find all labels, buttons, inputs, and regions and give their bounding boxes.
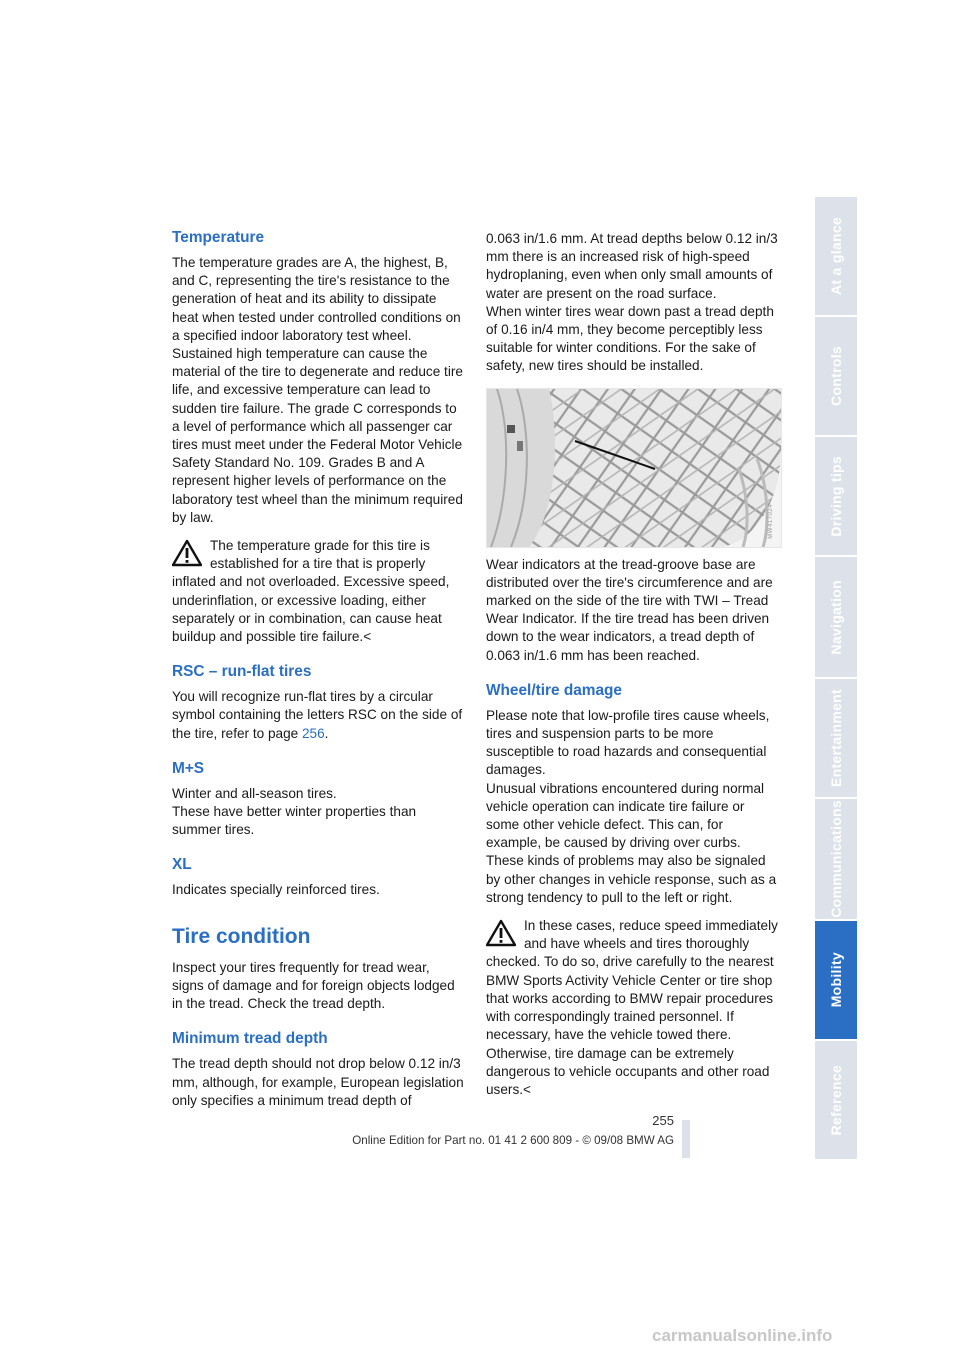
rsc-heading: RSC – run-flat tires — [172, 663, 312, 681]
wheel-damage-text-1: Please note that low-profile tires cause wheels, tires and suspension parts to be more susceptible to road hazards and consequential damages. — [486, 707, 770, 778]
tab-communications[interactable]: Communications — [815, 799, 857, 921]
tire-tread-image — [487, 389, 781, 547]
end-mark: < — [363, 629, 372, 645]
right-column — [486, 230, 778, 1099]
temperature-warning: The temperature grade for this tire is established for a tire that is properly inflated and not overloaded. Excessive speed, underinflation, or excessive loading, either separately or in combination, can cause heat buildup and possible tire failure.< — [172, 538, 450, 645]
end-mark: < — [523, 1081, 531, 1097]
ms-line-2: These have better winter properties than summer tires. — [172, 804, 417, 838]
rsc-text: You will recognize run-flat tires by a circular symbol containing the letters RSC on the side of the tire, refer to page 256. — [172, 689, 463, 741]
temperature-heading: Temperature — [172, 229, 265, 246]
tab-at-a-glance[interactable]: At a glance — [815, 197, 857, 317]
xl-heading: XL — [172, 856, 192, 874]
chapter-tabs — [815, 197, 857, 1159]
left-column — [172, 228, 464, 1110]
xl-text: Indicates specially reinforced tires. — [172, 882, 380, 898]
min-tread-text: The tread depth should not drop below 0.12 in/3 mm, although, for example, European legislation only specifies a minimum tread depth of — [172, 1056, 464, 1108]
min-tread-heading: Minimum tread depth — [172, 1030, 328, 1048]
tab-navigation[interactable]: Navigation — [815, 557, 857, 679]
ms-heading: M+S — [172, 759, 205, 777]
ms-line-1: Winter and all-season tires. — [172, 785, 337, 801]
tab-mobility[interactable]: Mobility — [815, 921, 857, 1041]
tab-driving-tips[interactable]: Driving tips — [815, 437, 857, 557]
wheel-damage-text-2: Unusual vibrations encountered during normal vehicle operation can indicate tire failure or some other vehicle defect. This can, for example, be caused by driving over curbs. These kinds of problems may also be signaled by other changes in vehicle response, such as a strong tendency to pull to the left or right. — [486, 780, 777, 905]
tab-entertainment[interactable]: Entertainment — [815, 679, 857, 799]
edition-footer: Online Edition for Part no. 01 41 2 600 809 - © 09/08 BMW AG — [352, 1134, 674, 1147]
figure-code: MW417024 — [767, 503, 774, 539]
warning-icon — [172, 539, 202, 567]
temperature-text: The temperature grades are A, the highest, B, and C, representing the tire's resistance to the generation of heat and its ability to dissipate heat when tested under controlled conditions on a specified indoor laboratory test wheel. Sustained high temperature can cause the material of the tire to degenerate and reduce tire life, and excessive temperature can lead to sudden tire failure. The grade C corresponds to a level of performance which all passenger car tires must meet under the Federal Motor Vehicle Safety Standard No. 109. Grades B and A represent higher levels of performance on the laboratory test wheel than the minimum required by law. — [172, 255, 463, 525]
page-link-256[interactable]: 256 — [301, 725, 325, 741]
twi-text: Wear indicators at the tread-groove base are distributed over the tire's circumference and are marked on the side of the tire with TWI – Tread Wear Indicator. If the tire tread has been driven down to the wear indicators, a tread depth of 0.063 in/1.6 mm has been reached. — [486, 556, 773, 663]
footer-bar — [682, 1120, 690, 1158]
wheel-damage-heading: Wheel/tire damage — [486, 681, 622, 699]
tread-continued-1: 0.063 in/1.6 mm. At tread depths below 0.12 in/3 mm there is an increased risk of high-speed hydroplaning, even when only small amounts of water are present on the road surface. — [486, 231, 778, 301]
watermark: carmanualsonline.info — [652, 1326, 833, 1345]
tab-controls[interactable]: Controls — [815, 317, 857, 437]
tread-continued-2: When winter tires wear down past a tread depth of 0.16 in/4 mm, they become perceptibly less suitable for winter conditions. For the sake of safety, new tires should be installed. — [486, 303, 774, 374]
tire-tread-illustration — [486, 388, 782, 548]
page-number: 255 — [652, 1113, 674, 1128]
wheel-damage-warning: In these cases, reduce speed immediately and have wheels and tires thoroughly checked. To do so, drive carefully to the nearest BMW Sports Activity Vehicle Center or tire shop that works according to BMW repair procedures with correspondingly trained personnel. If necessary, have the vehicle towed there. Otherwise, tire damage can be extremely dangerous to vehicle occupants and other road users.< — [486, 918, 778, 1097]
tire-condition-heading: Tire condition — [172, 924, 311, 948]
warning-icon — [486, 919, 516, 947]
tab-reference[interactable]: Reference — [815, 1041, 857, 1161]
tire-condition-text: Inspect your tires frequently for tread wear, signs of damage and for foreign objects lodged in the tread. Check the tread depth. — [172, 959, 455, 1012]
